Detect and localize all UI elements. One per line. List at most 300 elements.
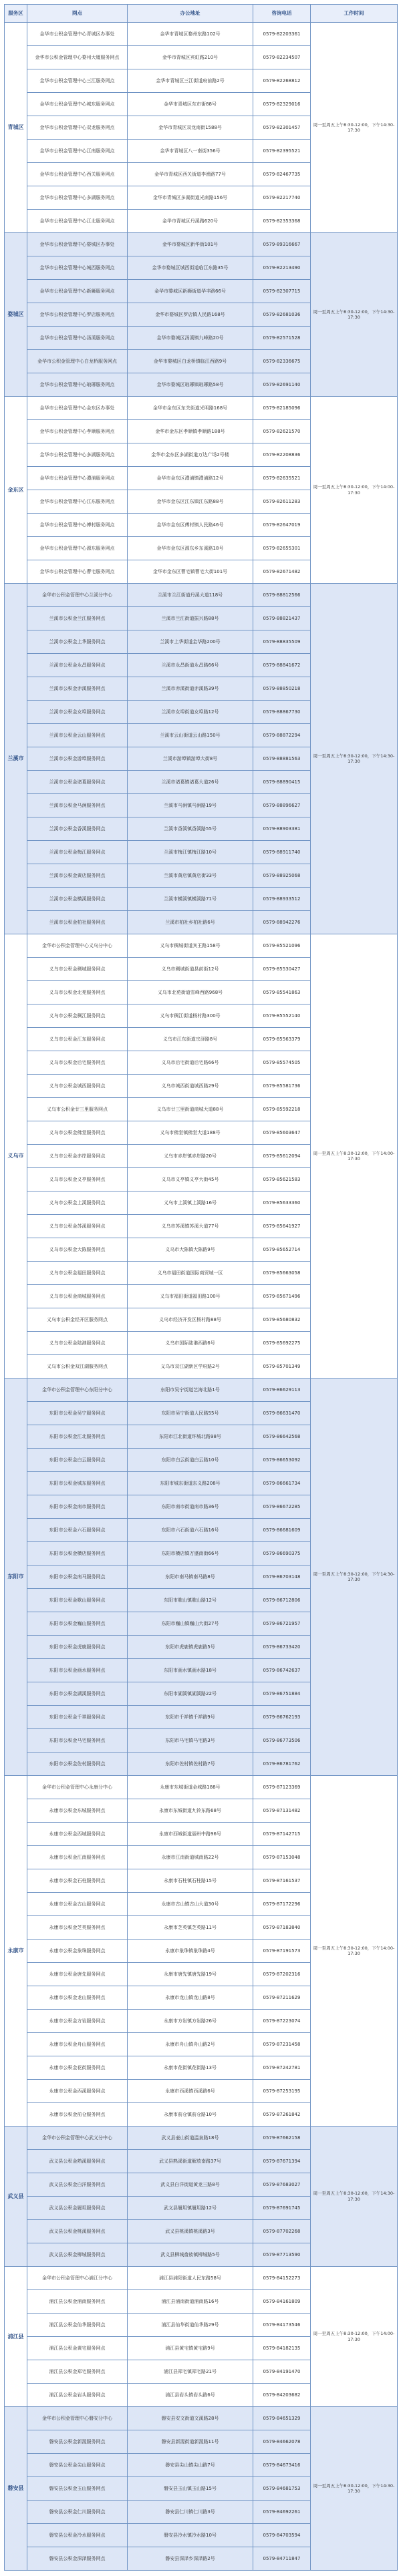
- site-cell: 兰溪市公积金女埠服务网点: [27, 701, 128, 724]
- site-cell: 金华市公积金管理中心城西服务网点: [27, 256, 128, 280]
- phone-cell: 0579-85541863: [253, 981, 311, 1004]
- phone-cell: 0579-86681609: [253, 1519, 311, 1542]
- address-cell: 义乌市义亭镇义亭大街45号: [128, 1168, 253, 1191]
- phone-cell: 0579-87671394: [253, 2150, 311, 2173]
- address-cell: 义乌市稠城街道县前街12号: [128, 958, 253, 981]
- site-cell: 金华市公积金管理中心浦江分中心: [27, 2267, 128, 2290]
- hours-cell: 周一至周五上午8:30-12:00，下午14:30-17:30: [311, 23, 398, 233]
- site-cell: 磐安县公积金新渥服务网点: [27, 2430, 128, 2454]
- phone-cell: 0579-85521096: [253, 934, 311, 958]
- phone-cell: 0579-82635521: [253, 467, 311, 490]
- address-cell: 东阳市巍山镇巍山大街27号: [128, 1612, 253, 1636]
- site-cell: 永康市公积金舟山服务网点: [27, 2033, 128, 2056]
- address-cell: 金华市婺城区汤溪镇九峰路20号: [128, 327, 253, 350]
- phone-cell: 0579-87211629: [253, 1986, 311, 2010]
- phone-cell: 0579-82307715: [253, 280, 311, 303]
- phone-cell: 0579-88835509: [253, 630, 311, 654]
- phone-cell: 0579-85603647: [253, 1121, 311, 1145]
- address-cell: 浦江县郑宅镇郑宅路21号: [128, 2360, 253, 2384]
- address-cell: 金华市青城区东市街88号: [128, 93, 253, 116]
- site-cell: 东阳市公积金佐村服务网点: [27, 1753, 128, 1776]
- table-row: [5, 2127, 398, 2150]
- phone-cell: 0579-87191573: [253, 1940, 311, 1963]
- header-hours: 工作时间: [311, 5, 398, 23]
- site-cell: 兰溪市公积金柏社服务网点: [27, 911, 128, 934]
- table-row: [5, 2407, 398, 2430]
- phone-cell: 0579-87183840: [253, 1916, 311, 1940]
- phone-cell: 0579-86703148: [253, 1566, 311, 1589]
- address-cell: 兰溪市梅江镇梅江路10号: [128, 841, 253, 864]
- phone-cell: 0579-87231458: [253, 2033, 311, 2056]
- address-cell: 兰溪市黄店镇黄店街33号: [128, 864, 253, 888]
- phone-cell: 0579-88872294: [253, 724, 311, 747]
- address-cell: 金华市金东区曹宅镇曹宅大街101号: [128, 560, 253, 584]
- table-row: [5, 1378, 398, 1402]
- site-cell: 永康市公积金江南服务网点: [27, 1846, 128, 1869]
- phone-cell: 0579-82268812: [253, 69, 311, 93]
- phone-cell: 0579-82203361: [253, 23, 311, 46]
- phone-cell: 0579-82217740: [253, 186, 311, 210]
- site-cell: 金华市公积金管理中心婺城区办事处: [27, 233, 128, 256]
- address-cell: 义乌市稠城街道宾王路158号: [128, 934, 253, 958]
- site-cell: 义乌市公积金经开区服务网点: [27, 1308, 128, 1332]
- phone-cell: 0579-87691745: [253, 2197, 311, 2220]
- site-cell: 武义县公积金白洋服务网点: [27, 2173, 128, 2197]
- site-cell: 永康市公积金象珠服务网点: [27, 1940, 128, 1963]
- phone-cell: 0579-82208836: [253, 443, 311, 467]
- site-cell: 金华市公积金管理中心双龙服务网点: [27, 116, 128, 140]
- site-cell: 金华市公积金管理中心义乌分中心: [27, 934, 128, 958]
- address-cell: 永康市龙山镇龙山路8号: [128, 1986, 253, 2010]
- address-cell: 磐安县新渥街道新渥路11号: [128, 2430, 253, 2454]
- hours-cell: 周一至周五上午8:30-12:00，下午14:00-17:30: [311, 1776, 398, 2127]
- phone-cell: 0579-84152273: [253, 2267, 311, 2290]
- site-cell: 金华市公积金管理中心西关服务网点: [27, 163, 128, 186]
- address-cell: 东阳市虎鹿镇虎鹿路5号: [128, 1636, 253, 1659]
- phone-cell: 0579-87683027: [253, 2173, 311, 2197]
- site-cell: 金华市公积金管理中心傅村服务网点: [27, 514, 128, 537]
- phone-cell: 0579-84673416: [253, 2454, 311, 2477]
- address-cell: 金华市金东区东关街道光明路168号: [128, 397, 253, 420]
- phone-cell: 0579-84692261: [253, 2501, 311, 2524]
- address-cell: 金华市青城区八一南街356号: [128, 140, 253, 163]
- site-cell: 兰溪市公积金马涧服务网点: [27, 794, 128, 817]
- site-cell: 金华市公积金管理中心江北服务网点: [27, 210, 128, 233]
- phone-cell: 0579-86762193: [253, 1706, 311, 1729]
- phone-cell: 0579-82301457: [253, 116, 311, 140]
- address-cell: 义乌市双江湖新区学府路2号: [128, 1355, 253, 1378]
- address-cell: 金华市青城区多湖街道光南路156号: [128, 186, 253, 210]
- address-cell: 兰溪市马涧镇马涧路19号: [128, 794, 253, 817]
- hours-cell: 周一至周五上午8:30-12:00，下午14:30-17:30: [311, 2127, 398, 2267]
- phone-cell: 0579-87123369: [253, 1776, 311, 1799]
- address-cell: 兰溪市香溪镇香溪路55号: [128, 817, 253, 841]
- phone-cell: 0579-86642568: [253, 1425, 311, 1449]
- address-cell: 东阳市歌山镇歌山路12号: [128, 1589, 253, 1612]
- table-row: [5, 584, 398, 607]
- phone-cell: 0579-85633360: [253, 1191, 311, 1215]
- phone-cell: 0579-88881563: [253, 747, 311, 771]
- phone-cell: 0579-82621570: [253, 420, 311, 443]
- site-cell: 磐安县公积金尖山服务网点: [27, 2454, 128, 2477]
- phone-cell: 0579-84681753: [253, 2477, 311, 2501]
- site-cell: 义乌市公积金后宅服务网点: [27, 1051, 128, 1075]
- site-cell: 义乌市公积金城西服务网点: [27, 1075, 128, 1098]
- table-row: [5, 233, 398, 256]
- table-row: [5, 397, 398, 420]
- address-cell: 金华市婺城区新华街101号: [128, 233, 253, 256]
- phone-cell: 0579-86661734: [253, 1472, 311, 1495]
- phone-cell: 0579-87202316: [253, 1963, 311, 1986]
- phone-cell: 0579-85641927: [253, 1215, 311, 1238]
- site-cell: 义乌市公积金赤岸服务网点: [27, 1145, 128, 1168]
- phone-cell: 0579-88925068: [253, 864, 311, 888]
- phone-cell: 0579-85530427: [253, 958, 311, 981]
- address-cell: 浦江县浦南街道浦南路16号: [128, 2290, 253, 2314]
- site-cell: 兰溪市公积金游埠服务网点: [27, 747, 128, 771]
- address-cell: 义乌市北苑街道雪峰西路968号: [128, 981, 253, 1004]
- table-body: [5, 23, 398, 2571]
- phone-cell: 0579-88867730: [253, 701, 311, 724]
- site-cell: 浦江县公积金仙华服务网点: [27, 2314, 128, 2337]
- header-district: 服务区: [5, 5, 27, 23]
- site-cell: 永康市公积金古山服务网点: [27, 1893, 128, 1916]
- district-cell: 婺城区: [5, 233, 27, 397]
- site-cell: 永康市公积金前仓服务网点: [27, 2103, 128, 2127]
- address-cell: 浦江县岩头镇岩头路6号: [128, 2384, 253, 2407]
- phone-cell: 0579-86773506: [253, 1729, 311, 1753]
- phone-cell: 0579-88890415: [253, 771, 311, 794]
- phone-cell: 0579-87253195: [253, 2080, 311, 2103]
- phone-cell: 0579-85612094: [253, 1145, 311, 1168]
- address-cell: 金华市金东区澧浦镇澧浦路12号: [128, 467, 253, 490]
- address-cell: 金华市金东区傅村镇人民路46号: [128, 514, 253, 537]
- phone-cell: 0579-85671496: [253, 1285, 311, 1308]
- phone-cell: 0579-84182135: [253, 2337, 311, 2360]
- address-cell: 金华市金东区江东镇江东路88号: [128, 490, 253, 514]
- address-cell: 永康市方岩镇方岩路26号: [128, 2010, 253, 2033]
- site-cell: 东阳市公积金画水服务网点: [27, 1659, 128, 1682]
- phone-cell: 0579-84173546: [253, 2314, 311, 2337]
- table-row: [5, 2267, 398, 2290]
- site-cell: 义乌市公积金廿三里服务网点: [27, 1098, 128, 1121]
- site-cell: 金华市公积金管理中心武义分中心: [27, 2127, 128, 2150]
- site-cell: 兰溪市公积金兰江服务网点: [27, 607, 128, 630]
- site-cell: 金华市公积金管理中心江东服务网点: [27, 490, 128, 514]
- site-cell: 金华市公积金管理中心东阳分中心: [27, 1378, 128, 1402]
- phone-cell: 0579-86712806: [253, 1589, 311, 1612]
- address-cell: 金华市婺城区城西街道临江东路35号: [128, 256, 253, 280]
- phone-cell: 0579-84651329: [253, 2407, 311, 2430]
- address-cell: 兰溪市横溪镇横溪路71号: [128, 888, 253, 911]
- site-cell: 义乌市公积金商城服务网点: [27, 1285, 128, 1308]
- address-cell: 兰溪市云山街道云山路150号: [128, 724, 253, 747]
- phone-cell: 0579-86781762: [253, 1753, 311, 1776]
- phone-cell: 0579-88821437: [253, 607, 311, 630]
- site-cell: 金华市公积金管理中心青城区办事处: [27, 23, 128, 46]
- site-cell: 义乌市公积金苏溪服务网点: [27, 1215, 128, 1238]
- site-cell: 永康市公积金龙山服务网点: [27, 1986, 128, 2010]
- phone-cell: 0579-82234507: [253, 46, 311, 69]
- phone-cell: 0579-88812566: [253, 584, 311, 607]
- site-cell: 金华市公积金管理中心三江服务网点: [27, 69, 128, 93]
- phone-cell: 0579-85652714: [253, 1238, 311, 1262]
- site-cell: 金华市公积金管理中心罗店服务网点: [27, 303, 128, 327]
- district-cell: 东阳市: [5, 1378, 27, 1776]
- service-network-table: [4, 4, 398, 2571]
- site-cell: 义乌市公积金上溪服务网点: [27, 1191, 128, 1215]
- phone-cell: 0579-88841672: [253, 654, 311, 677]
- site-cell: 永康市公积金西城服务网点: [27, 1823, 128, 1846]
- address-cell: 永康市东城街道九铃东路68号: [128, 1799, 253, 1823]
- district-cell: 兰溪市: [5, 584, 27, 934]
- address-cell: 义乌市佛堂镇佛堂大道188号: [128, 1121, 253, 1145]
- phone-cell: 0579-88850218: [253, 677, 311, 701]
- address-cell: 义乌市苏溪镇苏溪大道77号: [128, 1215, 253, 1238]
- phone-cell: 0579-85621583: [253, 1168, 311, 1191]
- site-cell: 兰溪市公积金香溪服务网点: [27, 817, 128, 841]
- site-cell: 金华市公积金管理中心孝顺服务网点: [27, 420, 128, 443]
- site-cell: 兰溪市公积金梅江服务网点: [27, 841, 128, 864]
- hours-cell: 周一至周五上午8:30-12:00，下午14:00-17:30: [311, 397, 398, 584]
- address-cell: 永康市花街镇花街路13号: [128, 2056, 253, 2080]
- site-cell: 东阳市公积金江北服务网点: [27, 1425, 128, 1449]
- phone-cell: 0579-84161809: [253, 2290, 311, 2314]
- site-cell: 金华市公积金管理中心婺州大厦服务网点: [27, 46, 128, 69]
- site-cell: 金华市公积金管理中心金东区办事处: [27, 397, 128, 420]
- phone-cell: 0579-82353368: [253, 210, 311, 233]
- phone-cell: 0579-86742637: [253, 1659, 311, 1682]
- phone-cell: 0579-88903381: [253, 817, 311, 841]
- site-cell: 磐安县公积金仁川服务网点: [27, 2501, 128, 2524]
- address-cell: 浦江县浦阳街道人民东路58号: [128, 2267, 253, 2290]
- address-cell: 永康市江南街道城南路22号: [128, 1846, 253, 1869]
- phone-cell: 0579-86629113: [253, 1378, 311, 1402]
- address-cell: 兰溪市游埠镇游埠大街8号: [128, 747, 253, 771]
- table-row: [5, 934, 398, 958]
- address-cell: 义乌市廿三里街道商城大道88号: [128, 1098, 253, 1121]
- address-cell: 磐安县冷水镇冷水路10号: [128, 2524, 253, 2547]
- site-cell: 兰溪市公积金上华服务网点: [27, 630, 128, 654]
- hours-cell: 周一至周五上午8:30-12:00，下午14:30-17:30: [311, 233, 398, 397]
- site-cell: 武义县公积金桃溪服务网点: [27, 2220, 128, 2243]
- address-cell: 兰溪市诸葛镇诸葛大道26号: [128, 771, 253, 794]
- address-cell: 义乌市江东街道宗泽路8号: [128, 1028, 253, 1051]
- address-cell: 武义县柳城畲族镇柳城路5号: [128, 2243, 253, 2267]
- site-cell: 东阳市公积金虎鹿服务网点: [27, 1636, 128, 1659]
- address-cell: 东阳市横店镇万盛南街66号: [128, 1542, 253, 1566]
- phone-cell: 0579-88942276: [253, 911, 311, 934]
- address-cell: 金华市青城区婺州东路102号: [128, 23, 253, 46]
- address-cell: 永康市古山镇古山大道30号: [128, 1893, 253, 1916]
- address-cell: 磐安县安文街道文溪路28号: [128, 2407, 253, 2430]
- site-cell: 东阳市公积金歌山服务网点: [27, 1589, 128, 1612]
- site-cell: 东阳市公积金马宅服务网点: [27, 1729, 128, 1753]
- site-cell: 金华市公积金管理中心曹宅服务网点: [27, 560, 128, 584]
- phone-cell: 0579-88933512: [253, 888, 311, 911]
- hours-cell: 周一至周五上午8:30-12:00，下午14:00-17:30: [311, 934, 398, 1378]
- phone-cell: 0579-87172296: [253, 1893, 311, 1916]
- site-cell: 东阳市公积金横店服务网点: [27, 1542, 128, 1566]
- district-cell: 浦江县: [5, 2267, 27, 2407]
- address-cell: 永康市象珠镇象珠路4号: [128, 1940, 253, 1963]
- address-cell: 兰溪市赤溪街道赤溪路39号: [128, 677, 253, 701]
- address-cell: 金华市金东区多湖街道万达广场2号楼: [128, 443, 253, 467]
- phone-cell: 0579-86653092: [253, 1449, 311, 1472]
- site-cell: 浦江县公积金岩头服务网点: [27, 2384, 128, 2407]
- address-cell: 义乌市大陈镇大陈路9号: [128, 1238, 253, 1262]
- phone-cell: 0579-87142715: [253, 1823, 311, 1846]
- phone-cell: 0579-82329016: [253, 93, 311, 116]
- site-cell: 金华市公积金管理中心多湖服务网点: [27, 443, 128, 467]
- site-cell: 武义县公积金熟溪服务网点: [27, 2150, 128, 2173]
- address-cell: 磐安县尖山镇尖山路7号: [128, 2454, 253, 2477]
- site-cell: 兰溪市公积金黄店服务网点: [27, 864, 128, 888]
- site-cell: 东阳市公积金白云服务网点: [27, 1449, 128, 1472]
- phone-cell: 0579-82647019: [253, 514, 311, 537]
- phone-cell: 0579-85592218: [253, 1098, 311, 1121]
- table-header: [5, 5, 398, 23]
- phone-cell: 0579-82467735: [253, 163, 311, 186]
- address-cell: 东阳市湖溪镇湖溪路22号: [128, 1682, 253, 1706]
- phone-cell: 0579-88896627: [253, 794, 311, 817]
- site-cell: 永康市公积金西溪服务网点: [27, 2080, 128, 2103]
- address-cell: 永康市芝英镇芝英路11号: [128, 1916, 253, 1940]
- header-address: 办公地址: [128, 5, 253, 23]
- address-cell: 武义县桃溪镇桃溪路3号: [128, 2220, 253, 2243]
- phone-cell: 0579-86631470: [253, 1402, 311, 1425]
- address-cell: 永康市唐先镇唐先路19号: [128, 1963, 253, 1986]
- site-cell: 磐安县公积金玉山服务网点: [27, 2477, 128, 2501]
- phone-cell: 0579-85701349: [253, 1355, 311, 1378]
- header-row: [5, 5, 398, 23]
- hours-cell: 周一至周五上午8:30-12:00，下午14:30-17:30: [311, 584, 398, 934]
- site-cell: 永康市公积金石柱服务网点: [27, 1869, 128, 1893]
- address-cell: 东阳市佐村镇佐村路7号: [128, 1753, 253, 1776]
- phone-cell: 0579-82185096: [253, 397, 311, 420]
- site-cell: 磐安县公积金深泽服务网点: [27, 2547, 128, 2571]
- address-cell: 浦江县黄宅镇黄宅路9号: [128, 2337, 253, 2360]
- address-cell: 兰溪市柏社乡柏社路6号: [128, 911, 253, 934]
- phone-cell: 0579-84703594: [253, 2524, 311, 2547]
- site-cell: 义乌市公积金义亭服务网点: [27, 1168, 128, 1191]
- phone-cell: 0579-87153048: [253, 1846, 311, 1869]
- site-cell: 永康市公积金方岩服务网点: [27, 2010, 128, 2033]
- phone-cell: 0579-84711847: [253, 2547, 311, 2571]
- address-cell: 东阳市吴宁街道艺海北路1号: [128, 1378, 253, 1402]
- address-cell: 义乌市上溪镇上溪路16号: [128, 1191, 253, 1215]
- phone-cell: 0579-85563379: [253, 1028, 311, 1051]
- phone-cell: 0579-84662078: [253, 2430, 311, 2454]
- address-cell: 东阳市江北街道环城北路98号: [128, 1425, 253, 1449]
- site-cell: 义乌市公积金双江湖服务网点: [27, 1355, 128, 1378]
- address-cell: 东阳市画水镇画水路18号: [128, 1659, 253, 1682]
- site-cell: 金华市公积金管理中心江南服务网点: [27, 140, 128, 163]
- address-cell: 金华市婺城区罗店镇人民路168号: [128, 303, 253, 327]
- address-cell: 武义县熟溪街道解放南路37号: [128, 2150, 253, 2173]
- phone-cell: 0579-86672285: [253, 1495, 311, 1519]
- address-cell: 东阳市吴宁街道人民路55号: [128, 1402, 253, 1425]
- address-cell: 义乌市后宅街道后宅路66号: [128, 1051, 253, 1075]
- address-cell: 永康市石柱镇石柱路15号: [128, 1869, 253, 1893]
- address-cell: 永康市西溪镇西溪路6号: [128, 2080, 253, 2103]
- site-cell: 武义县公积金柳城服务网点: [27, 2243, 128, 2267]
- address-cell: 东阳市南马镇南马路8号: [128, 1566, 253, 1589]
- address-cell: 义乌市赤岸镇赤岸路20号: [128, 1145, 253, 1168]
- phone-cell: 0579-86751884: [253, 1682, 311, 1706]
- phone-cell: 0579-82671482: [253, 560, 311, 584]
- site-cell: 兰溪市公积金横溪服务网点: [27, 888, 128, 911]
- address-cell: 金华市青城区三江街道府前路2号: [128, 69, 253, 93]
- phone-cell: 0579-82395521: [253, 140, 311, 163]
- site-cell: 金华市公积金管理中心磐安分中心: [27, 2407, 128, 2430]
- address-cell: 永康市舟山镇舟山路2号: [128, 2033, 253, 2056]
- district-cell: 永康市: [5, 1776, 27, 2127]
- site-cell: 金华市公积金管理中心多湖服务网点: [27, 186, 128, 210]
- address-cell: 兰溪市兰江街道振兴路88号: [128, 607, 253, 630]
- site-cell: 兰溪市公积金赤溪服务网点: [27, 677, 128, 701]
- phone-cell: 0579-84191470: [253, 2360, 311, 2384]
- address-cell: 义乌市国际陆港西路6号: [128, 1332, 253, 1355]
- site-cell: 金华市公积金管理中心澧浦服务网点: [27, 467, 128, 490]
- site-cell: 东阳市公积金南市服务网点: [27, 1495, 128, 1519]
- address-cell: 义乌市经济开发区杨村路88号: [128, 1308, 253, 1332]
- phone-cell: 0579-82611283: [253, 490, 311, 514]
- phone-cell: 0579-85574505: [253, 1051, 311, 1075]
- address-cell: 金华市青城区西关街道李渔路77号: [128, 163, 253, 186]
- address-cell: 兰溪市永昌街道永昌路66号: [128, 654, 253, 677]
- hours-cell: 周一至周五上午8:30-12:00，下午14:30-17:30: [311, 1378, 398, 1776]
- site-cell: 义乌市公积金稠城服务网点: [27, 958, 128, 981]
- phone-cell: 0579-82691140: [253, 373, 311, 397]
- address-cell: 金华市青城区宾虹路210号: [128, 46, 253, 69]
- address-cell: 兰溪市女埠街道女埠路12号: [128, 701, 253, 724]
- phone-cell: 0579-87242781: [253, 2056, 311, 2080]
- address-cell: 义乌市稠江街道杨村路300号: [128, 1004, 253, 1028]
- phone-cell: 0579-85552140: [253, 1004, 311, 1028]
- site-cell: 金华市公积金管理中心新狮服务网点: [27, 280, 128, 303]
- address-cell: 永康市东城街道金城路188号: [128, 1776, 253, 1799]
- phone-cell: 0579-82681036: [253, 303, 311, 327]
- district-cell: 金东区: [5, 397, 27, 584]
- address-cell: 金华市婺城区琅琊镇琅琊路58号: [128, 373, 253, 397]
- address-cell: 兰溪市兰江街道丹溪大道118号: [128, 584, 253, 607]
- address-cell: 磐安县仁川镇仁川路3号: [128, 2501, 253, 2524]
- site-cell: 金华市公积金管理中心源东服务网点: [27, 537, 128, 560]
- phone-cell: 0579-88911740: [253, 841, 311, 864]
- site-cell: 义乌市公积金陆港服务网点: [27, 1332, 128, 1355]
- address-cell: 金华市金东区源东乡东溪路18号: [128, 537, 253, 560]
- phone-cell: 0579-86733420: [253, 1636, 311, 1659]
- site-cell: 东阳市公积金六石服务网点: [27, 1519, 128, 1542]
- hours-cell: 周一至周五上午8:30-12:00，下午14:00-17:30: [311, 2267, 398, 2407]
- phone-cell: 0579-86690375: [253, 1542, 311, 1566]
- site-cell: 东阳市公积金吴宁服务网点: [27, 1402, 128, 1425]
- phone-cell: 0579-82655301: [253, 537, 311, 560]
- address-cell: 义乌市城西街道城西路29号: [128, 1075, 253, 1098]
- site-cell: 浦江县公积金黄宅服务网点: [27, 2337, 128, 2360]
- address-cell: 义乌市福田街道国际商贸城一区: [128, 1262, 253, 1285]
- phone-cell: 0579-87131482: [253, 1799, 311, 1823]
- phone-cell: 0579-82213490: [253, 256, 311, 280]
- address-cell: 金华市婺城区新狮街道华丰路66号: [128, 280, 253, 303]
- address-cell: 东阳市南市街道南市路36号: [128, 1495, 253, 1519]
- site-cell: 义乌市公积金福田服务网点: [27, 1262, 128, 1285]
- phone-cell: 0579-85692275: [253, 1332, 311, 1355]
- site-cell: 兰溪市公积金永昌服务网点: [27, 654, 128, 677]
- phone-cell: 0579-85663058: [253, 1262, 311, 1285]
- header-phone: 咨询电话: [253, 5, 311, 23]
